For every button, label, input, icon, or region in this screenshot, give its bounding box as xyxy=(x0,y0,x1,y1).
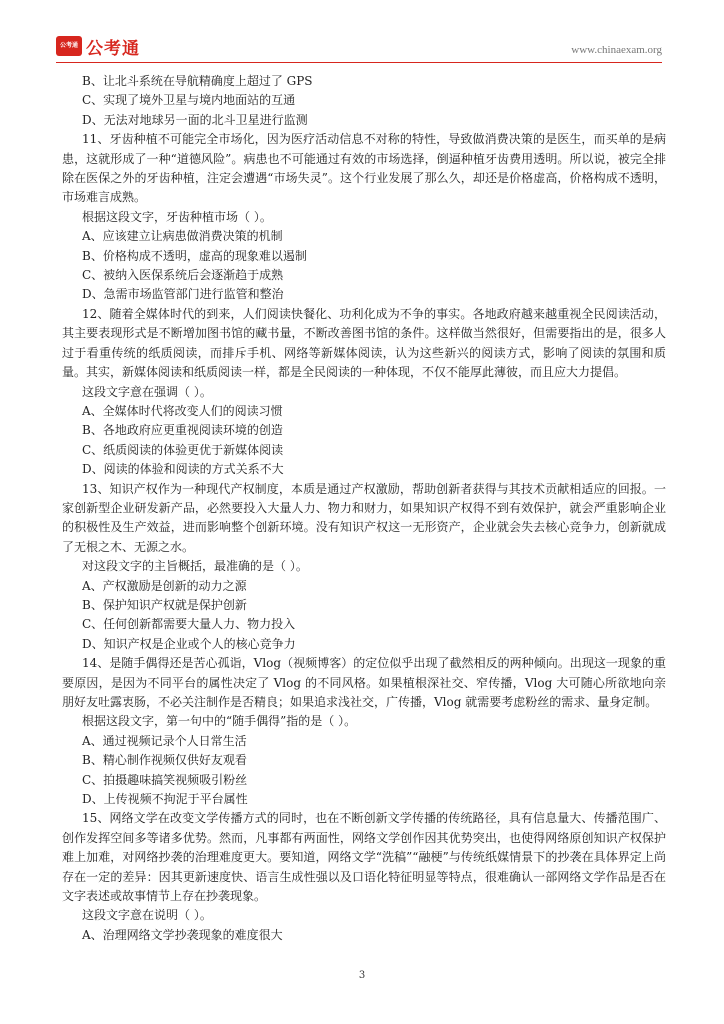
logo-badge: 公考通 xyxy=(56,36,82,56)
answer-option: B、让北斗系统在导航精确度上超过了 GPS xyxy=(82,74,313,88)
question-paragraph: 13、知识产权作为一种现代产权制度，本质是通过产权激励，帮助创新者获得与其技术贡献相适应的回报。一家创新型企业研发新产品，必然要投入大量人力、物力和财力，如果知识产权得不到有效保护，就会严重影响企业的积极性及生产效益，进而影响整个创新环境。没有知识产权这一无形资产，企业就会失去核心竞争力，创新就成了无根之木、无源之水。 xyxy=(62,481,666,554)
answer-option: A、通过视频记录个人日常生活 xyxy=(82,733,247,748)
question-stem: 这段文字意在强调（ ）。 xyxy=(82,384,212,399)
header-divider xyxy=(56,62,662,63)
answer-option: B、各地政府应更重视阅读环境的创造 xyxy=(82,423,283,438)
document-body xyxy=(62,72,666,945)
question-paragraph: 15、网络文学在改变文学传播方式的同时，也在不断创新文学传播的传统路径，具有信息量大、传播范围广、创作发挥空间多等诸多优势。然而，凡事都有两面性，网络文学创作因其优势突出，也使得网络原创知识产权保护难上加难，对网络抄袭的治理难度更大。要知道，网络文学“洗稿”“融梗”与传统纸媒情景下的抄袭在具体界定上尚存在一定的差异：因其更新速度快、语言生成性强以及口语化特征明显等特点，很难确认一部网络文学作品是否在文字表述或故事情节上存在抄袭现象。 xyxy=(62,811,666,904)
answer-option: C、拍摄趣味搞笑视频吸引粉丝 xyxy=(82,772,248,787)
answer-option: C、被纳入医保系统后会逐渐趋于成熟 xyxy=(82,268,284,283)
answer-option: B、保护知识产权就是保护创新 xyxy=(82,597,247,612)
answer-option: D、急需市场监管部门进行监管和整治 xyxy=(82,287,284,302)
answer-option: D、无法对地球另一面的北斗卫星进行监测 xyxy=(82,112,308,127)
answer-option: D、阅读的体验和阅读的方式关系不大 xyxy=(82,462,284,477)
site-url: www.chinaexam.org xyxy=(571,44,662,56)
question-paragraph: 14、是随手偶得还是苦心孤诣，Vlog（视频博客）的定位似乎出现了截然相反的两种倾向。出现这一现象的重要原因，是因为不同平台的属性决定了 Vlog 的不同风格。如果植根深社交、窄传播，Vlog 大可随心所欲地向亲朋好友吐露衷肠，不必关注制作是否精良；如果追求浅社交，广传播，Vlog 就需要考虑粉丝的需求、量身定制。 xyxy=(62,656,666,709)
answer-option: C、纸质阅读的体验更优于新媒体阅读 xyxy=(82,442,284,457)
answer-option: B、价格构成不透明，虚高的现象难以遏制 xyxy=(82,248,307,263)
question-stem: 对这段文字的主旨概括，最准确的是（ ）。 xyxy=(82,559,308,574)
question-stem: 根据这段文字，第一句中的“随手偶得”指的是（ ）。 xyxy=(82,714,357,729)
answer-option: D、知识产权是企业或个人的核心竞争力 xyxy=(82,636,296,651)
answer-option: C、任何创新都需要大量人力、物力投入 xyxy=(82,617,296,632)
page-header xyxy=(56,36,662,62)
answer-option: A、全媒体时代将改变人们的阅读习惯 xyxy=(82,403,283,418)
answer-option: D、上传视频不拘泥于平台属性 xyxy=(82,792,248,807)
answer-option: A、治理网络文学抄袭现象的难度很大 xyxy=(82,927,283,942)
page-number: 3 xyxy=(358,970,366,981)
answer-option: C、实现了境外卫星与境内地面站的互通 xyxy=(82,93,296,108)
question-stem: 根据这段文字，牙齿种植市场（ ）。 xyxy=(82,209,272,224)
logo-name: 公考通 xyxy=(86,39,140,59)
question-paragraph: 12、随着全媒体时代的到来，人们阅读快餐化、功利化成为不争的事实。各地政府越来越重视全民阅读活动，其主要表现形式是不断增加图书馆的藏书量，不断改善图书馆的条件。这样做当然很好，但需要指出的是，很多人过于看重传统的纸质阅读，而排斥手机、网络等新媒体阅读，认为这些新兴的阅读方式，影响了阅读的氛围和质量。其实，新媒体阅读和纸质阅读一样，都是全民阅读的一种体现，不仅不能厚此薄彼，而且应大力提倡。 xyxy=(62,306,666,380)
answer-option: A、产权激励是创新的动力之源 xyxy=(82,578,247,593)
question-paragraph: 11、牙齿种植不可能完全市场化，因为医疗活动信息不对称的特性，导致做消费决策的是医生，而买单的是病患，这就形成了一种“道德风险”。病患也不可能通过有效的市场选择，倒逼种植牙齿费用透明。所以说，被完全排除在医保之外的牙齿种植，注定会遭遇“市场失灵”。这个行业发展了那么久，却还是价格虚高，价格构成不透明，市场难言成熟。 xyxy=(62,132,666,205)
question-stem: 这段文字意在说明（ ）。 xyxy=(82,908,212,923)
answer-option: A、应该建立让病患做消费决策的机制 xyxy=(82,229,283,244)
answer-option: B、精心制作视频仅供好友观看 xyxy=(82,753,247,768)
